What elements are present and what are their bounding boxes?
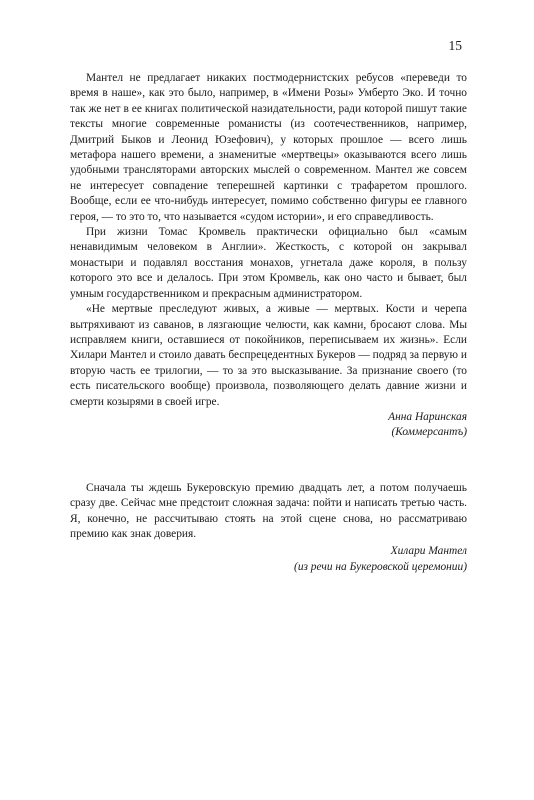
page-body bbox=[70, 71, 467, 575]
review-attribution bbox=[70, 410, 467, 441]
quote-paragraph: Сначала ты ждешь Букеровскую премию двадцать лет, а потом получаешь сразу две. Сейчас мне предстоит сложная задача: пойти и написать третью часть. Я, конечно, не рассчитываю стоять на этой сцене снова, но рассматриваю премию как знак доверия. bbox=[70, 481, 467, 540]
quote-attribution bbox=[70, 544, 467, 575]
quote-source: (из речи на Букеровской церемонии) bbox=[294, 560, 467, 573]
review-paragraph-3: «Не мертвые преследуют живых, а живые — мертвых. Кости и черепа вытряхивают из саванов, в лязгающие челюсти, как камни, бросают слова. Мы исправляем книги, оставшиеся от покойников, переписываем их жизнь». Если Хилари Мантел и стоило давать беспрецедентных Букеров — подряд за первую и вторую часть ее трилогии, — то за это высказывание. За признание своего (то есть писательского вообще) произвола, позволяющего делать давние жизни и смерти козырями в своей игре. bbox=[70, 303, 467, 408]
review-block bbox=[70, 71, 467, 441]
review-source: (Коммерсантъ) bbox=[391, 426, 467, 439]
quote-block bbox=[70, 481, 467, 575]
review-paragraph-1: Мантел не предлагает никаких постмодернистских ребусов «переведи то время в наше», как это было, например, в «Имени Розы» Умберто Эко. И точно так же нет в ее книгах политической назидательности, ради которой пишут такие тексты многие современные романисты (из соотечественников, например, Дмитрий Быков и Леонид Юзефович), у которых прошлое — всего лишь метафора нашего времени, а знаменитые «мертвецы» оказываются всего лишь удобными трансляторами авторских мыслей о современном. Мантел же совсем не интересует совпадение теперешней картинки с трафаретом прошлого. Вообще, если ее что-нибудь интересует, помимо собственно фигуры ее главного героя, — то это то, что называется «судом истории», и его справедливость. bbox=[70, 72, 467, 223]
page-number: 15 bbox=[448, 38, 462, 53]
quote-author: Хилари Мантел bbox=[390, 545, 467, 558]
review-paragraph-2: При жизни Томас Кромвель практически официально был «самым ненавидимым человеком в Англии». Жесткость, с которой он закрывал монастыри и подавлял восстания монахов, угнетала даже короля, в пользу которого это все и делалось. При этом Кромвель, как оно часто и бывает, был умным государственником и прекрасным администратором. bbox=[70, 226, 467, 300]
review-author: Анна Наринская bbox=[388, 410, 467, 423]
